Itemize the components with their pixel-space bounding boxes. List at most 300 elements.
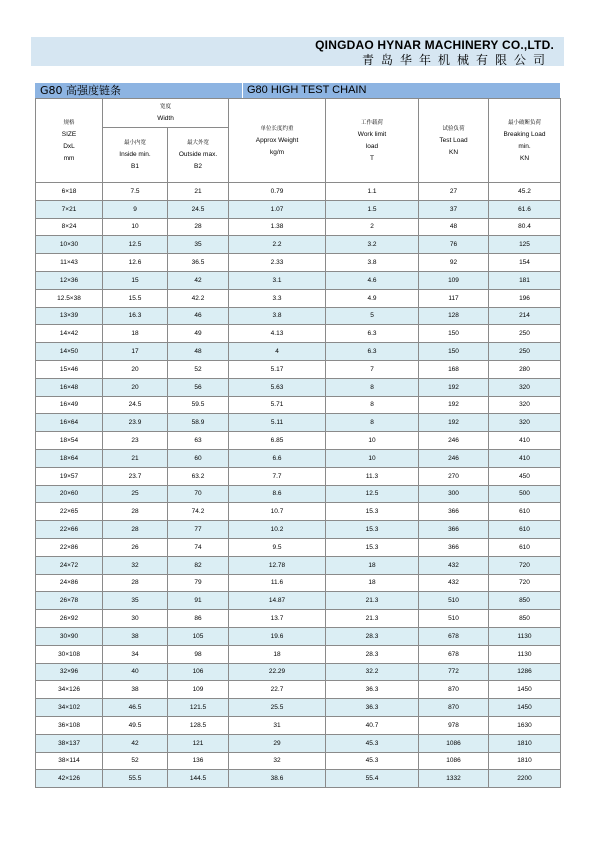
table-title-en: G80 HIGH TEST CHAIN xyxy=(243,83,560,98)
cell-inside-width: 34 xyxy=(103,645,168,663)
table-row xyxy=(36,770,561,788)
cell-outside-width: 79 xyxy=(168,574,229,592)
cell-breaking-load: 320 xyxy=(489,396,561,414)
header-weight-cn: 单位长度约重 xyxy=(260,125,294,132)
cell-test-load: 128 xyxy=(419,307,489,325)
cell-work-limit: 32.2 xyxy=(326,663,419,681)
header-inside-code: B1 xyxy=(131,163,139,170)
table-row xyxy=(36,734,561,752)
cell-test-load: 366 xyxy=(419,503,489,521)
cell-breaking-load: 280 xyxy=(489,360,561,378)
cell-work-limit: 36.3 xyxy=(326,699,419,717)
cell-size: 7×21 xyxy=(36,200,103,218)
header-size-en: SIZE xyxy=(61,130,77,138)
table-row xyxy=(36,218,561,236)
cell-weight: 1.07 xyxy=(229,200,326,218)
cell-work-limit: 15.3 xyxy=(326,521,419,539)
cell-size: 38×114 xyxy=(36,752,103,770)
table-row xyxy=(36,183,561,201)
cell-size: 6×18 xyxy=(36,183,103,201)
cell-outside-width: 144.5 xyxy=(168,770,229,788)
cell-work-limit: 4.9 xyxy=(326,289,419,307)
cell-test-load: 270 xyxy=(419,467,489,485)
cell-breaking-load: 610 xyxy=(489,503,561,521)
cell-inside-width: 12.5 xyxy=(103,236,168,254)
table-row xyxy=(36,432,561,450)
table-row xyxy=(36,307,561,325)
chain-spec-table xyxy=(35,98,561,788)
cell-size: 30×108 xyxy=(36,645,103,663)
cell-weight: 22.29 xyxy=(229,663,326,681)
cell-size: 26×92 xyxy=(36,610,103,628)
cell-weight: 3.1 xyxy=(229,271,326,289)
cell-weight: 4 xyxy=(229,343,326,361)
cell-breaking-load: 214 xyxy=(489,307,561,325)
cell-inside-width: 32 xyxy=(103,556,168,574)
cell-size: 42×126 xyxy=(36,770,103,788)
cell-breaking-load: 450 xyxy=(489,467,561,485)
cell-breaking-load: 80.4 xyxy=(489,218,561,236)
cell-test-load: 510 xyxy=(419,610,489,628)
cell-weight: 9.5 xyxy=(229,538,326,556)
header-width xyxy=(103,99,229,128)
cell-inside-width: 38 xyxy=(103,627,168,645)
cell-size: 18×54 xyxy=(36,432,103,450)
cell-test-load: 150 xyxy=(419,343,489,361)
cell-outside-width: 48 xyxy=(168,343,229,361)
cell-inside-width: 12.6 xyxy=(103,254,168,272)
cell-size: 16×64 xyxy=(36,414,103,432)
cell-size: 14×42 xyxy=(36,325,103,343)
cell-size: 16×49 xyxy=(36,396,103,414)
cell-weight: 5.11 xyxy=(229,414,326,432)
header-test-en: Test Load xyxy=(439,136,468,144)
header-test-load xyxy=(419,99,489,183)
cell-outside-width: 105 xyxy=(168,627,229,645)
cell-outside-width: 56 xyxy=(168,378,229,396)
header-weight xyxy=(229,99,326,183)
cell-test-load: 117 xyxy=(419,289,489,307)
cell-weight: 5.71 xyxy=(229,396,326,414)
cell-breaking-load: 320 xyxy=(489,378,561,396)
cell-inside-width: 28 xyxy=(103,521,168,539)
cell-weight: 12.78 xyxy=(229,556,326,574)
cell-weight: 2.33 xyxy=(229,254,326,272)
cell-outside-width: 63 xyxy=(168,432,229,450)
cell-size: 8×24 xyxy=(36,218,103,236)
cell-size: 14×50 xyxy=(36,343,103,361)
cell-size: 20×60 xyxy=(36,485,103,503)
cell-outside-width: 59.5 xyxy=(168,396,229,414)
cell-test-load: 48 xyxy=(419,218,489,236)
cell-weight: 19.6 xyxy=(229,627,326,645)
table-row xyxy=(36,556,561,574)
cell-size: 22×66 xyxy=(36,521,103,539)
cell-work-limit: 15.3 xyxy=(326,538,419,556)
header-breaking-en1: Breaking Load xyxy=(503,130,546,138)
cell-outside-width: 109 xyxy=(168,681,229,699)
cell-test-load: 366 xyxy=(419,521,489,539)
cell-work-limit: 3.8 xyxy=(326,254,419,272)
cell-breaking-load: 181 xyxy=(489,271,561,289)
cell-weight: 31 xyxy=(229,716,326,734)
table-row xyxy=(36,681,561,699)
cell-weight: 6.6 xyxy=(229,449,326,467)
cell-inside-width: 25 xyxy=(103,485,168,503)
cell-work-limit: 40.7 xyxy=(326,716,419,734)
cell-inside-width: 20 xyxy=(103,360,168,378)
header-wll-cn: 工作载荷 xyxy=(360,119,383,126)
cell-work-limit: 7 xyxy=(326,360,419,378)
cell-weight: 13.7 xyxy=(229,610,326,628)
cell-weight: 10.7 xyxy=(229,503,326,521)
header-size-unit: mm xyxy=(63,154,75,162)
cell-work-limit: 3.2 xyxy=(326,236,419,254)
cell-work-limit: 1.5 xyxy=(326,200,419,218)
cell-breaking-load: 500 xyxy=(489,485,561,503)
cell-size: 32×96 xyxy=(36,663,103,681)
cell-weight: 32 xyxy=(229,752,326,770)
cell-work-limit: 6.3 xyxy=(326,343,419,361)
cell-test-load: 92 xyxy=(419,254,489,272)
cell-size: 24×72 xyxy=(36,556,103,574)
cell-inside-width: 23.9 xyxy=(103,414,168,432)
cell-test-load: 510 xyxy=(419,592,489,610)
cell-size: 12.5×38 xyxy=(36,289,103,307)
cell-outside-width: 128.5 xyxy=(168,716,229,734)
header-test-cn: 试验负荷 xyxy=(442,125,465,132)
table-row xyxy=(36,378,561,396)
cell-outside-width: 74 xyxy=(168,538,229,556)
cell-inside-width: 46.5 xyxy=(103,699,168,717)
cell-outside-width: 21 xyxy=(168,183,229,201)
header-inside-en: Inside min. xyxy=(119,151,151,158)
cell-work-limit: 8 xyxy=(326,378,419,396)
cell-breaking-load: 250 xyxy=(489,343,561,361)
cell-size: 16×48 xyxy=(36,378,103,396)
cell-breaking-load: 2200 xyxy=(489,770,561,788)
cell-test-load: 678 xyxy=(419,645,489,663)
cell-size: 22×65 xyxy=(36,503,103,521)
cell-work-limit: 45.3 xyxy=(326,752,419,770)
table-row xyxy=(36,289,561,307)
cell-weight: 18 xyxy=(229,645,326,663)
cell-inside-width: 28 xyxy=(103,503,168,521)
cell-outside-width: 74.2 xyxy=(168,503,229,521)
cell-work-limit: 18 xyxy=(326,556,419,574)
table-row xyxy=(36,752,561,770)
cell-test-load: 76 xyxy=(419,236,489,254)
header-width-cn: 宽度 xyxy=(159,104,171,110)
cell-work-limit: 21.3 xyxy=(326,610,419,628)
table-row xyxy=(36,485,561,503)
table-row xyxy=(36,699,561,717)
cell-work-limit: 8 xyxy=(326,396,419,414)
cell-inside-width: 16.3 xyxy=(103,307,168,325)
cell-breaking-load: 196 xyxy=(489,289,561,307)
cell-test-load: 678 xyxy=(419,627,489,645)
cell-outside-width: 98 xyxy=(168,645,229,663)
cell-work-limit: 2 xyxy=(326,218,419,236)
cell-breaking-load: 125 xyxy=(489,236,561,254)
cell-inside-width: 9 xyxy=(103,200,168,218)
cell-size: 19×57 xyxy=(36,467,103,485)
table-header xyxy=(36,99,561,183)
cell-weight: 10.2 xyxy=(229,521,326,539)
header-width-en: Width xyxy=(157,115,174,122)
cell-work-limit: 11.3 xyxy=(326,467,419,485)
cell-size: 10×30 xyxy=(36,236,103,254)
cell-breaking-load: 1810 xyxy=(489,734,561,752)
table-row xyxy=(36,360,561,378)
cell-inside-width: 49.5 xyxy=(103,716,168,734)
cell-outside-width: 91 xyxy=(168,592,229,610)
cell-work-limit: 8 xyxy=(326,414,419,432)
cell-breaking-load: 154 xyxy=(489,254,561,272)
header-wll-en2: load xyxy=(365,142,379,150)
table-row xyxy=(36,663,561,681)
cell-inside-width: 18 xyxy=(103,325,168,343)
cell-inside-width: 24.5 xyxy=(103,396,168,414)
cell-test-load: 978 xyxy=(419,716,489,734)
cell-outside-width: 35 xyxy=(168,236,229,254)
header-wll xyxy=(326,99,419,183)
cell-size: 22×86 xyxy=(36,538,103,556)
cell-work-limit: 10 xyxy=(326,449,419,467)
cell-breaking-load: 720 xyxy=(489,556,561,574)
cell-size: 15×46 xyxy=(36,360,103,378)
cell-outside-width: 106 xyxy=(168,663,229,681)
cell-work-limit: 5 xyxy=(326,307,419,325)
cell-test-load: 772 xyxy=(419,663,489,681)
header-test-unit: KN xyxy=(448,148,459,156)
cell-work-limit: 36.3 xyxy=(326,681,419,699)
cell-weight: 5.17 xyxy=(229,360,326,378)
cell-inside-width: 21 xyxy=(103,449,168,467)
table-row xyxy=(36,325,561,343)
cell-outside-width: 36.5 xyxy=(168,254,229,272)
cell-weight: 5.63 xyxy=(229,378,326,396)
cell-test-load: 192 xyxy=(419,396,489,414)
cell-test-load: 432 xyxy=(419,556,489,574)
table-row xyxy=(36,467,561,485)
table-row xyxy=(36,414,561,432)
cell-work-limit: 15.3 xyxy=(326,503,419,521)
table-row xyxy=(36,592,561,610)
cell-inside-width: 35 xyxy=(103,592,168,610)
cell-weight: 1.38 xyxy=(229,218,326,236)
header-inside-cn: 最小内宽 xyxy=(123,140,146,146)
cell-weight: 2.2 xyxy=(229,236,326,254)
cell-test-load: 192 xyxy=(419,378,489,396)
cell-inside-width: 38 xyxy=(103,681,168,699)
cell-outside-width: 136 xyxy=(168,752,229,770)
cell-size: 13×39 xyxy=(36,307,103,325)
table-row xyxy=(36,271,561,289)
cell-size: 12×36 xyxy=(36,271,103,289)
cell-breaking-load: 1450 xyxy=(489,681,561,699)
cell-work-limit: 28.3 xyxy=(326,627,419,645)
cell-inside-width: 23.7 xyxy=(103,467,168,485)
table-title-cn: G80 高强度链条 xyxy=(35,83,242,98)
cell-breaking-load: 1130 xyxy=(489,645,561,663)
cell-test-load: 870 xyxy=(419,699,489,717)
cell-test-load: 366 xyxy=(419,538,489,556)
cell-breaking-load: 320 xyxy=(489,414,561,432)
cell-work-limit: 4.6 xyxy=(326,271,419,289)
cell-weight: 6.85 xyxy=(229,432,326,450)
header-inside-width xyxy=(103,128,168,183)
cell-weight: 22.7 xyxy=(229,681,326,699)
cell-breaking-load: 410 xyxy=(489,432,561,450)
cell-outside-width: 70 xyxy=(168,485,229,503)
table-row xyxy=(36,343,561,361)
table-row xyxy=(36,503,561,521)
cell-inside-width: 7.5 xyxy=(103,183,168,201)
cell-inside-width: 28 xyxy=(103,574,168,592)
cell-outside-width: 46 xyxy=(168,307,229,325)
cell-weight: 3.8 xyxy=(229,307,326,325)
cell-breaking-load: 610 xyxy=(489,538,561,556)
cell-inside-width: 40 xyxy=(103,663,168,681)
cell-breaking-load: 1810 xyxy=(489,752,561,770)
cell-test-load: 192 xyxy=(419,414,489,432)
cell-test-load: 246 xyxy=(419,449,489,467)
cell-size: 36×108 xyxy=(36,716,103,734)
table-body xyxy=(36,183,561,788)
cell-outside-width: 82 xyxy=(168,556,229,574)
cell-inside-width: 42 xyxy=(103,734,168,752)
cell-outside-width: 63.2 xyxy=(168,467,229,485)
cell-size: 38×137 xyxy=(36,734,103,752)
cell-weight: 11.6 xyxy=(229,574,326,592)
table-row xyxy=(36,521,561,539)
cell-outside-width: 60 xyxy=(168,449,229,467)
cell-work-limit: 18 xyxy=(326,574,419,592)
cell-test-load: 37 xyxy=(419,200,489,218)
cell-inside-width: 55.5 xyxy=(103,770,168,788)
cell-weight: 0.79 xyxy=(229,183,326,201)
table-title-bar xyxy=(35,83,560,98)
cell-test-load: 1332 xyxy=(419,770,489,788)
cell-work-limit: 12.5 xyxy=(326,485,419,503)
cell-inside-width: 23 xyxy=(103,432,168,450)
header-weight-unit: kg/m xyxy=(269,148,285,156)
cell-weight: 25.5 xyxy=(229,699,326,717)
cell-inside-width: 30 xyxy=(103,610,168,628)
table-row xyxy=(36,574,561,592)
header-wll-en1: Work limit xyxy=(357,130,387,138)
cell-weight: 7.7 xyxy=(229,467,326,485)
header-breaking-en2: min. xyxy=(518,142,531,150)
header-breaking-unit: KN xyxy=(519,154,530,162)
cell-weight: 8.6 xyxy=(229,485,326,503)
cell-test-load: 109 xyxy=(419,271,489,289)
cell-inside-width: 26 xyxy=(103,538,168,556)
cell-test-load: 168 xyxy=(419,360,489,378)
cell-work-limit: 1.1 xyxy=(326,183,419,201)
cell-breaking-load: 850 xyxy=(489,592,561,610)
table-row xyxy=(36,200,561,218)
cell-breaking-load: 1286 xyxy=(489,663,561,681)
cell-size: 30×90 xyxy=(36,627,103,645)
cell-inside-width: 10 xyxy=(103,218,168,236)
header-outside-width xyxy=(168,128,229,183)
cell-breaking-load: 850 xyxy=(489,610,561,628)
cell-inside-width: 17 xyxy=(103,343,168,361)
cell-size: 34×126 xyxy=(36,681,103,699)
cell-test-load: 1086 xyxy=(419,752,489,770)
cell-outside-width: 77 xyxy=(168,521,229,539)
cell-test-load: 27 xyxy=(419,183,489,201)
company-name-cn: 青岛华年机械有限公司 xyxy=(361,53,552,67)
cell-work-limit: 28.3 xyxy=(326,645,419,663)
cell-test-load: 300 xyxy=(419,485,489,503)
table-row xyxy=(36,716,561,734)
table-row xyxy=(36,396,561,414)
cell-breaking-load: 250 xyxy=(489,325,561,343)
cell-outside-width: 58.9 xyxy=(168,414,229,432)
cell-work-limit: 45.3 xyxy=(326,734,419,752)
cell-weight: 14.87 xyxy=(229,592,326,610)
cell-work-limit: 6.3 xyxy=(326,325,419,343)
cell-outside-width: 24.5 xyxy=(168,200,229,218)
cell-breaking-load: 1450 xyxy=(489,699,561,717)
cell-outside-width: 42.2 xyxy=(168,289,229,307)
cell-breaking-load: 1630 xyxy=(489,716,561,734)
header-outside-code: B2 xyxy=(194,163,202,170)
cell-breaking-load: 410 xyxy=(489,449,561,467)
cell-test-load: 432 xyxy=(419,574,489,592)
cell-breaking-load: 1130 xyxy=(489,627,561,645)
cell-size: 26×78 xyxy=(36,592,103,610)
cell-test-load: 1086 xyxy=(419,734,489,752)
table-row xyxy=(36,627,561,645)
cell-inside-width: 20 xyxy=(103,378,168,396)
cell-weight: 3.3 xyxy=(229,289,326,307)
cell-outside-width: 49 xyxy=(168,325,229,343)
cell-size: 18×64 xyxy=(36,449,103,467)
cell-breaking-load: 720 xyxy=(489,574,561,592)
cell-test-load: 870 xyxy=(419,681,489,699)
cell-outside-width: 121 xyxy=(168,734,229,752)
cell-weight: 29 xyxy=(229,734,326,752)
header-size-cn: 规格 xyxy=(63,119,75,126)
cell-test-load: 150 xyxy=(419,325,489,343)
cell-breaking-load: 610 xyxy=(489,521,561,539)
cell-breaking-load: 61.6 xyxy=(489,200,561,218)
cell-work-limit: 10 xyxy=(326,432,419,450)
cell-outside-width: 52 xyxy=(168,360,229,378)
cell-size: 34×102 xyxy=(36,699,103,717)
cell-size: 11×43 xyxy=(36,254,103,272)
cell-size: 24×86 xyxy=(36,574,103,592)
company-name-en: QINGDAO HYNAR MACHINERY CO.,LTD. xyxy=(315,38,554,52)
cell-breaking-load: 45.2 xyxy=(489,183,561,201)
cell-work-limit: 55.4 xyxy=(326,770,419,788)
header-outside-en: Outside max. xyxy=(178,151,218,158)
header-wll-unit: T xyxy=(370,154,374,162)
table-row xyxy=(36,538,561,556)
cell-test-load: 246 xyxy=(419,432,489,450)
header-size-dxl: DxL xyxy=(63,142,75,150)
header-breaking-cn: 最小破断负荷 xyxy=(507,119,541,126)
cell-weight: 38.6 xyxy=(229,770,326,788)
cell-inside-width: 15 xyxy=(103,271,168,289)
cell-inside-width: 15.5 xyxy=(103,289,168,307)
cell-inside-width: 52 xyxy=(103,752,168,770)
table-row xyxy=(36,254,561,272)
